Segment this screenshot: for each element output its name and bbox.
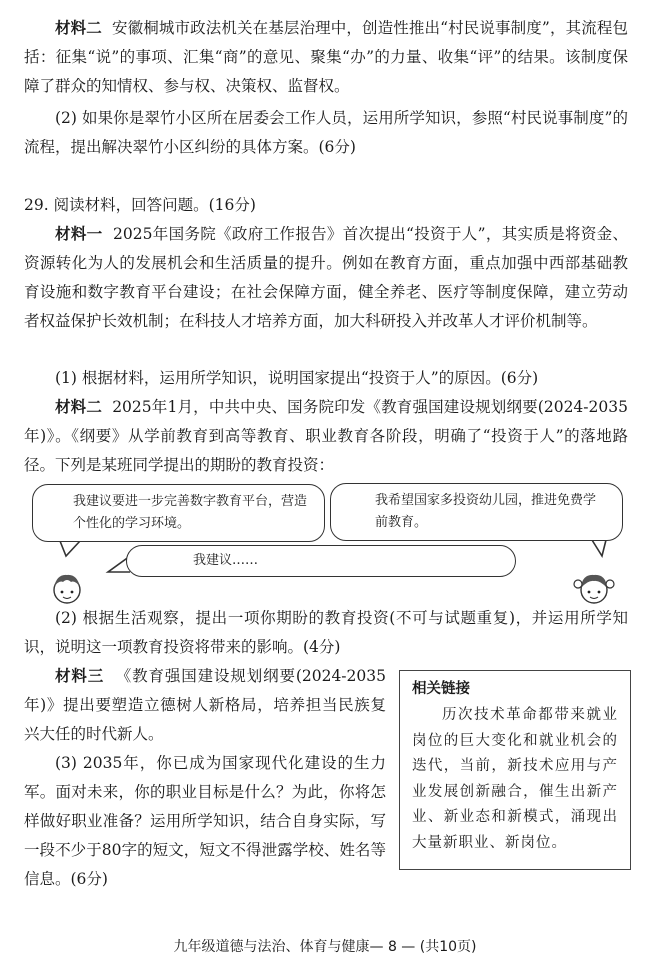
related-link-box	[399, 670, 631, 870]
material-1: 材料一 2025年国务院《政府工作报告》首次提出“投资于人”，其实质是将资金、资源转化为人的发展机会和生活质量的提升。例如在教育方面，重点加强中西部基础教育设施和数字教育平台建设；在社会保障方面，健全养老、医疗等制度保障，建立劳动者权益保护长效机制；在科技人才培养方面，加大科研投入并改革人才评价机制等。	[24, 225, 628, 330]
girl-icon	[574, 575, 614, 603]
related-link-title: 相关链接	[412, 681, 470, 697]
material-label: 材料二	[55, 398, 102, 416]
question-29-2: (2) 根据生活观察，提出一项你期盼的教育投资(不可与试题重复)，并运用所学知识，说明这一项教育投资将带来的影响。(4分)	[24, 609, 628, 656]
speech-bubble-left: 我建议要进一步完善数字教育平台，营造个性化的学习环境。	[32, 484, 325, 542]
material-label: 材料三	[55, 667, 105, 685]
speech-bubble-center: 我建议……	[126, 545, 516, 577]
material-2-top: 材料二 安徽桐城市政法机关在基层治理中，创造性推出“村民说事制度”，其流程包括：征集“说”的事项、汇集“商”的意见、聚集“办”的力量、收集“评”的结果。该制度保障了群众的知情权、参与权、决策权、监督权。	[24, 19, 628, 95]
material-label: 材料一	[55, 225, 103, 243]
question-29-title: 29. 阅读材料，回答问题。(16分)	[24, 196, 256, 214]
question-2-top: (2) 如果你是翠竹小区所在居委会工作人员，运用所学知识，参照“村民说事制度”的流程，提出解决翠竹小区纠纷的具体方案。(6分)	[24, 109, 628, 156]
material-label: 材料二	[55, 19, 102, 37]
question-29-3: (3) 2035年，你已成为国家现代化建设的生力军。面对未来，你的职业目标是什么？为此，你将怎样做好职业准备？运用所学知识，结合自身实际，写一段不少于80字的短文，短文不得泄露学校、姓名等信息。(6分)	[24, 754, 386, 888]
boy-icon	[54, 575, 80, 603]
question-29-1: (1) 根据材料，运用所学知识，说明国家提出“投资于人”的原因。(6分)	[55, 369, 539, 387]
material-2: 材料二 2025年1月，中共中央、国务院印发《教育强国建设规划纲要(2024-2035年)》。《纲要》从学前教育到高等教育、职业教育各阶段，明确了“投资于人”的落地路径。下列是某班同学提出的期盼的教育投资：	[24, 398, 628, 474]
speech-bubble-right: 我希望国家多投资幼儿园，推进免费学前教育。	[330, 483, 623, 541]
related-link-text: 历次技术革命都带来就业岗位的巨大变化和就业机会的迭代，当前，新技术应用与产业发展创新融合，催生出新产业、新业态和新模式，涌现出大量新职业、新岗位。	[412, 707, 618, 851]
material-3: 材料三 《教育强国建设规划纲要(2024-2035年)》提出要塑造立德树人新格局，培养担当民族复兴大任的时代新人。	[24, 667, 386, 743]
page-footer: 九年级道德与法治、体育与健康— 8 — (共10页)	[173, 939, 477, 955]
